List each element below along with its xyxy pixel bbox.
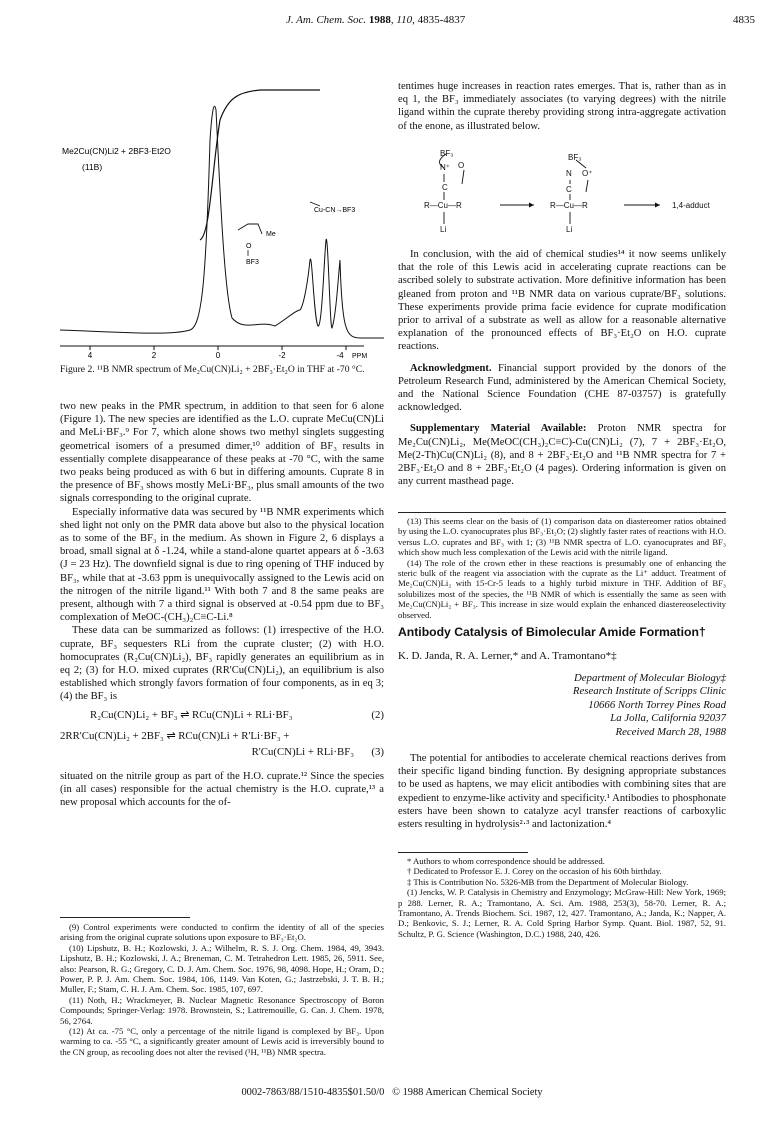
article-footnotes [398,856,726,939]
affiliation-city: La Jolla, California 92037 [610,712,726,725]
right-body-top [398,80,726,133]
acknowledgment-body: Financial support provided by the donors of the Petroleum Research Fund, administered by the American Chemical Society, and the National Science Foundation (CHE 87-03757) is gratefully acknowledged. [398,362,726,414]
bf3-label: BF3 [246,259,259,266]
footnote-star: * Authors to whom correspondence should be addressed. [407,856,605,866]
spectrum-trace [60,106,384,338]
equation-2-text: R₂Cu(CN)Li₂ + BF₃ ⇌ RCu(CN)Li + RLi·BF₃ [90,708,293,721]
nmr-spectrum-plot [60,80,384,360]
scheme-li-1: Li [440,225,447,234]
tick-2: 2 [151,351,157,360]
axis-ticks [90,346,346,350]
tick-0: 0 [215,351,221,360]
scheme-cuprate-2: R—Cu—R [550,201,588,210]
reaction-scheme [410,148,726,246]
nucleus-label: (11B) [82,162,103,172]
right-paragraph-1: tentimes huge increases in reaction rates emerges. That is, rather than as in eq 1, the BF₃ immediately associates (to varying degrees) with the nitrile ligand within the cuprate thereby providing strong intra-aggregate activation of the enone, as illustrated below. [398,81,726,132]
right-paragraph-2: In conclusion, with the aid of chemical studies¹⁴ it now seems unlikely that the role of this Lewis acid in accelerating cuprate reactions can be ascribed solely to substrate activation. More definitive information has been gleaned from proton and ¹¹B NMR data on various cuprate/BF₃ solutions. These experiments provide prima facie evidence for cuprate modification prior to arrival of a substrate as well as allow for a reasonable alternative explanation of the pronounced effects of BF₃·Et₂O on H.O. cuprate reactions. [398,249,726,353]
left-paragraph-4: situated on the nitrile group as part of the H.O. cuprate.¹² Since the species (in all cases) responsible for the actual chemistry is the H.O. cuprate,¹³ a new proposal which accounts for the of- [60,770,384,809]
svg-text:N: N [566,169,572,178]
scheme-li-2: Li [566,225,573,234]
page-number: 4835 [733,14,755,26]
integral-curve [200,90,320,240]
tick-neg2: -2 [278,351,286,360]
acknowledgment-heading: Acknowledgment. [410,362,492,374]
running-header: J. Am. Chem. Soc. 1988, 110, 4835-4837 [286,14,466,26]
footnote-9: (9) Control experiments were conducted to confirm the identity of all of the species arising from the original cuprate solutions upon exposure to BF₃·Et₂O. [60,922,384,943]
footnote-rule-right [398,512,726,513]
left-body [60,400,384,809]
equation-2-number: (2) [371,708,384,721]
supplementary-body: Proton NMR spectra for Me₂Cu(CN)Li₂, Me(MeOC(CH₃)₂C≡C)-Cu(CN)Li₂ (7), 7 + 2BF₃·Et₂O, Me(2-Th)Cu(CN)Li₂ (8), and 8 + 2BF₃·Et₂O and ¹¹B NMR spectra for 7 + 2BF₃·Et₂O and 8 + 2BF₃·Et₂O (4 pages). Ordering information is given on any current masthead page. [398,423,726,488]
svg-text:C: C [442,183,448,192]
tick-4: 4 [87,351,93,360]
equation-2 [60,709,384,726]
scheme-bf3-1: BF₃ [440,149,454,158]
svg-text:O⁺: O⁺ [582,169,593,178]
nmr-figure [60,80,384,360]
equation-3-line-2: R'Cu(CN)Li + RLi·BF₃ [251,745,354,758]
footnote-ddagger: ‡ This is Contribution No. 5326-MB from the Department of Molecular Biology. [407,876,689,887]
footnote-rule-left [60,917,190,918]
footer-copyright: © 1988 American Chemical Society [392,1087,543,1098]
footer-code: 0002-7863/88/1510-4835$01.50/0 [241,1087,385,1098]
svg-text:N⁺: N⁺ [440,163,450,172]
affiliation-street: 10666 North Torrey Pines Road [588,698,726,711]
affiliation-institute: Research Institute of Scripps Clinic [572,685,726,698]
sample-label: Me2Cu(CN)Li2 + 2BF3·Et2O [62,146,171,156]
footnote-14: (14) The role of the crown ether in these reactions is presumably one of enhancing the steric bulk of the reagent via association with the cuprate as the Li⁺ adduct. Treatment of Me₂Cu(CN)Li₂ with 15-Cr-5 leads to a highly turbid mixture in THF. Addition of BF₃ solubilizes most of the species, the ¹¹B NMR of which is essentially the same as seen with Me₂Cu(CN)Li₂ + BF₃. This increase in size would explain the enhanced diastereoselectivity observed. [398,557,726,620]
left-paragraph-1: two new peaks in the PMR spectrum, in addition to that seen for 6 alone (Figure 1). The new species are identified as the L.O. cuprate MeCu(CN)Li and MeLi·BF₃.⁹ For 7, which alone shows two methyl singlets suggesting geometrical isomers of a presumed dimer,¹⁰ addition of BF₃ results in essentially complete disappearance of these peaks at -70 °C, with the same two peaks being produced as with 6 but in differing amounts. Cuprate 8 in the presence of BF₃ shows mostly MeLi·BF₃, plus small amounts of the two signals corresponding to the original cuprate. [60,401,384,505]
o-label: O [246,243,252,250]
footnote-dagger: † Dedicated to Professor E. J. Corey on the occasion of his 60th birthday. [407,866,662,877]
journal-year: 1988 [368,14,391,26]
supplementary-material [398,422,726,488]
footnote-13: (13) This seems clear on the basis of (1) comparison data on diastereomer ratios obtained by using the L.O. cyanocuprates plus BF₃·Et₂O; (2) slightly faster rates of reactions with H.O. versus L.O. cuprates and BF₃ with 1; (3) ¹¹B NMR spectra of L.O. cyanocuprates and BF₃ which show much less complexation of the Lewis acid with the nitrile ligand. [398,516,726,558]
svg-text:C: C [566,185,572,194]
article-affiliation [398,672,726,739]
left-paragraph-3: These data can be summarized as follows: (1) irrespective of the H.O. cuprate, BF₃ sequesters RLi from the cuprate cluster; (2) with H.O. homocuprates (R₂Cu(CN)Li₂), BF₃ rapidly generates an equilibrium as in eq 2; (3) for H.O. mixed cuprates (RR'Cu(CN)Li₂), an equilibrium is also established which strongly favors formation of four components, as in eq 3; (4) the BF₃ is [60,625,384,703]
figure-caption: Figure 2. ¹¹B NMR spectrum of Me₂Cu(CN)Li₂ + 2BF₃·Et₂O in THF at -70 °C. [60,364,365,375]
article-title: Antibody Catalysis of Bimolecular Amide Formation† [398,625,706,639]
scheme-drawing [410,148,726,246]
received-date: Received March 28, 1988 [615,725,726,738]
footnote-1: (1) Jencks, W. P. Catalysis in Chemistry and Enzymology; McGraw-Hill: New York, 1969; p 288. Lerner, R. A.; Tramontano, A. Sci. Am. 1988, 253(3), 58-70. Lerner, R. A.; Tramontano, A. Trends Biochem. Sci. 1987, 12, 427. Tramontano, A.; Janda, K.; Napper, A. D.; Benkovic, S. J.; Lerner, R. A. Cold Spring Harbor Symp. Quant. Biol. 1987, 52, 91. Schultz, P. G. Science (Washington, D.C.) 1988, 240, 426. [398,887,726,939]
article-paragraph-1: The potential for antibodies to accelerate chemical reactions derives from their specific ligand binding function. By designing appropriate substances to be used as haptens, we may elicit antibodies with combining sites that are expedient to enzyme-like activity and specificity.¹ Antibodies to phosphonate esters have been shown to catalyze acyl transfer reactions of carboxylic esters resulting in hydrolysis²·³ and lactonization.⁴ [398,753,726,831]
scheme-product: 1,4-adduct [672,201,710,210]
supplementary-heading: Supplementary Material Available: [410,423,587,435]
footnote-rule-article [398,852,528,853]
me-label: Me [266,231,276,238]
scheme-bf3-2: BF₃ [568,153,582,162]
article-body [398,752,726,831]
left-footnotes [60,922,384,1057]
svg-text:O: O [458,161,465,170]
tick-neg4: -4 [336,351,344,360]
right-footnotes [398,516,726,620]
page-footer [0,1086,784,1099]
affiliation-dept: Department of Molecular Biology‡ [573,672,726,684]
footnote-10: (10) Lipshutz, B. H.; Kozlowski, J. A.; Wilhelm, R. S. J. Org. Chem. 1984, 49, 3943. Lipshutz, B. H.; Kozlowski, J. A.; Breneman, C. M. Tetrahedron Lett. 1985, 26, 5911. See, also: Pearson, R. G.; Gregory, C. D. J. Am. Chem. Soc. 1976, 98, 4098. Hope, H.; Oram, D.; Power, P. P. J. Am. Chem. Soc. 1984, 106, 1149. Van Koten, G.; Jastrzebski, J. T. B. H.; Muller, F.; Stam, C. H. J. Am. Chem. Soc. 1985, 107, 697. [60,942,384,995]
equation-3-number: (3) [371,745,384,758]
equation-3-line-1: 2RR'Cu(CN)Li₂ + 2BF₃ ⇌ RCu(CN)Li + R'Li·BF₃ + [60,729,290,742]
equation-3 [60,730,384,764]
acknowledgment [398,362,726,415]
footnote-11: (11) Noth, H.; Wrackmeyer, B. Nuclear Magnetic Resonance Spectroscopy of Boron Compounds; Springer-Verlag: 1978. Brownstein, S.; Lattremouille, G. Can. J. Chem. 1978, 56, 2764. [60,994,384,1026]
right-body-mid [398,248,726,488]
complex-label: Cu-CN→BF3 [314,207,356,214]
scheme-cuprate-1: R—Cu—R [424,201,462,210]
left-paragraph-2: Especially informative data was secured by ¹¹B NMR experiments which shed light not only on the PMR data above but also to the physical location as to some of the BF₃ in the medium. As shown in Figure 2, 6 displays a broad, small signal at δ -1.24, while a stand-alone quartet appears at δ -3.63 (J = 23 Hz). The downfield signal is due to ring opening of THF induced by BF₃, while that at -3.63 ppm is unequivocally assigned to the Lewis acid on the nitrogen of the nitrile ligand.¹¹ With both 7 and 8 the same peaks are present, although with 7 a third signal is observed at -0.54 ppm due to BF₃ complexation of MeOC-(CH₃)₂C≡C-Li.⁸ [60,506,384,624]
ppm-unit: PPM [352,353,368,360]
article-authors: K. D. Janda, R. A. Lerner,* and A. Tramontano*‡ [398,650,617,662]
journal-name: J. Am. Chem. Soc. [286,14,367,26]
footnote-12: (12) At ca. -75 °C, only a percentage of the nitrile ligand is complexed by BF₃. Upon warming to ca. -55 °C, a significantly greater amount of Lewis acid is irreversibly bound to the CN group, as recooling does not alter the revised (¹H, ¹¹B) NMR spectra. [60,1026,384,1057]
